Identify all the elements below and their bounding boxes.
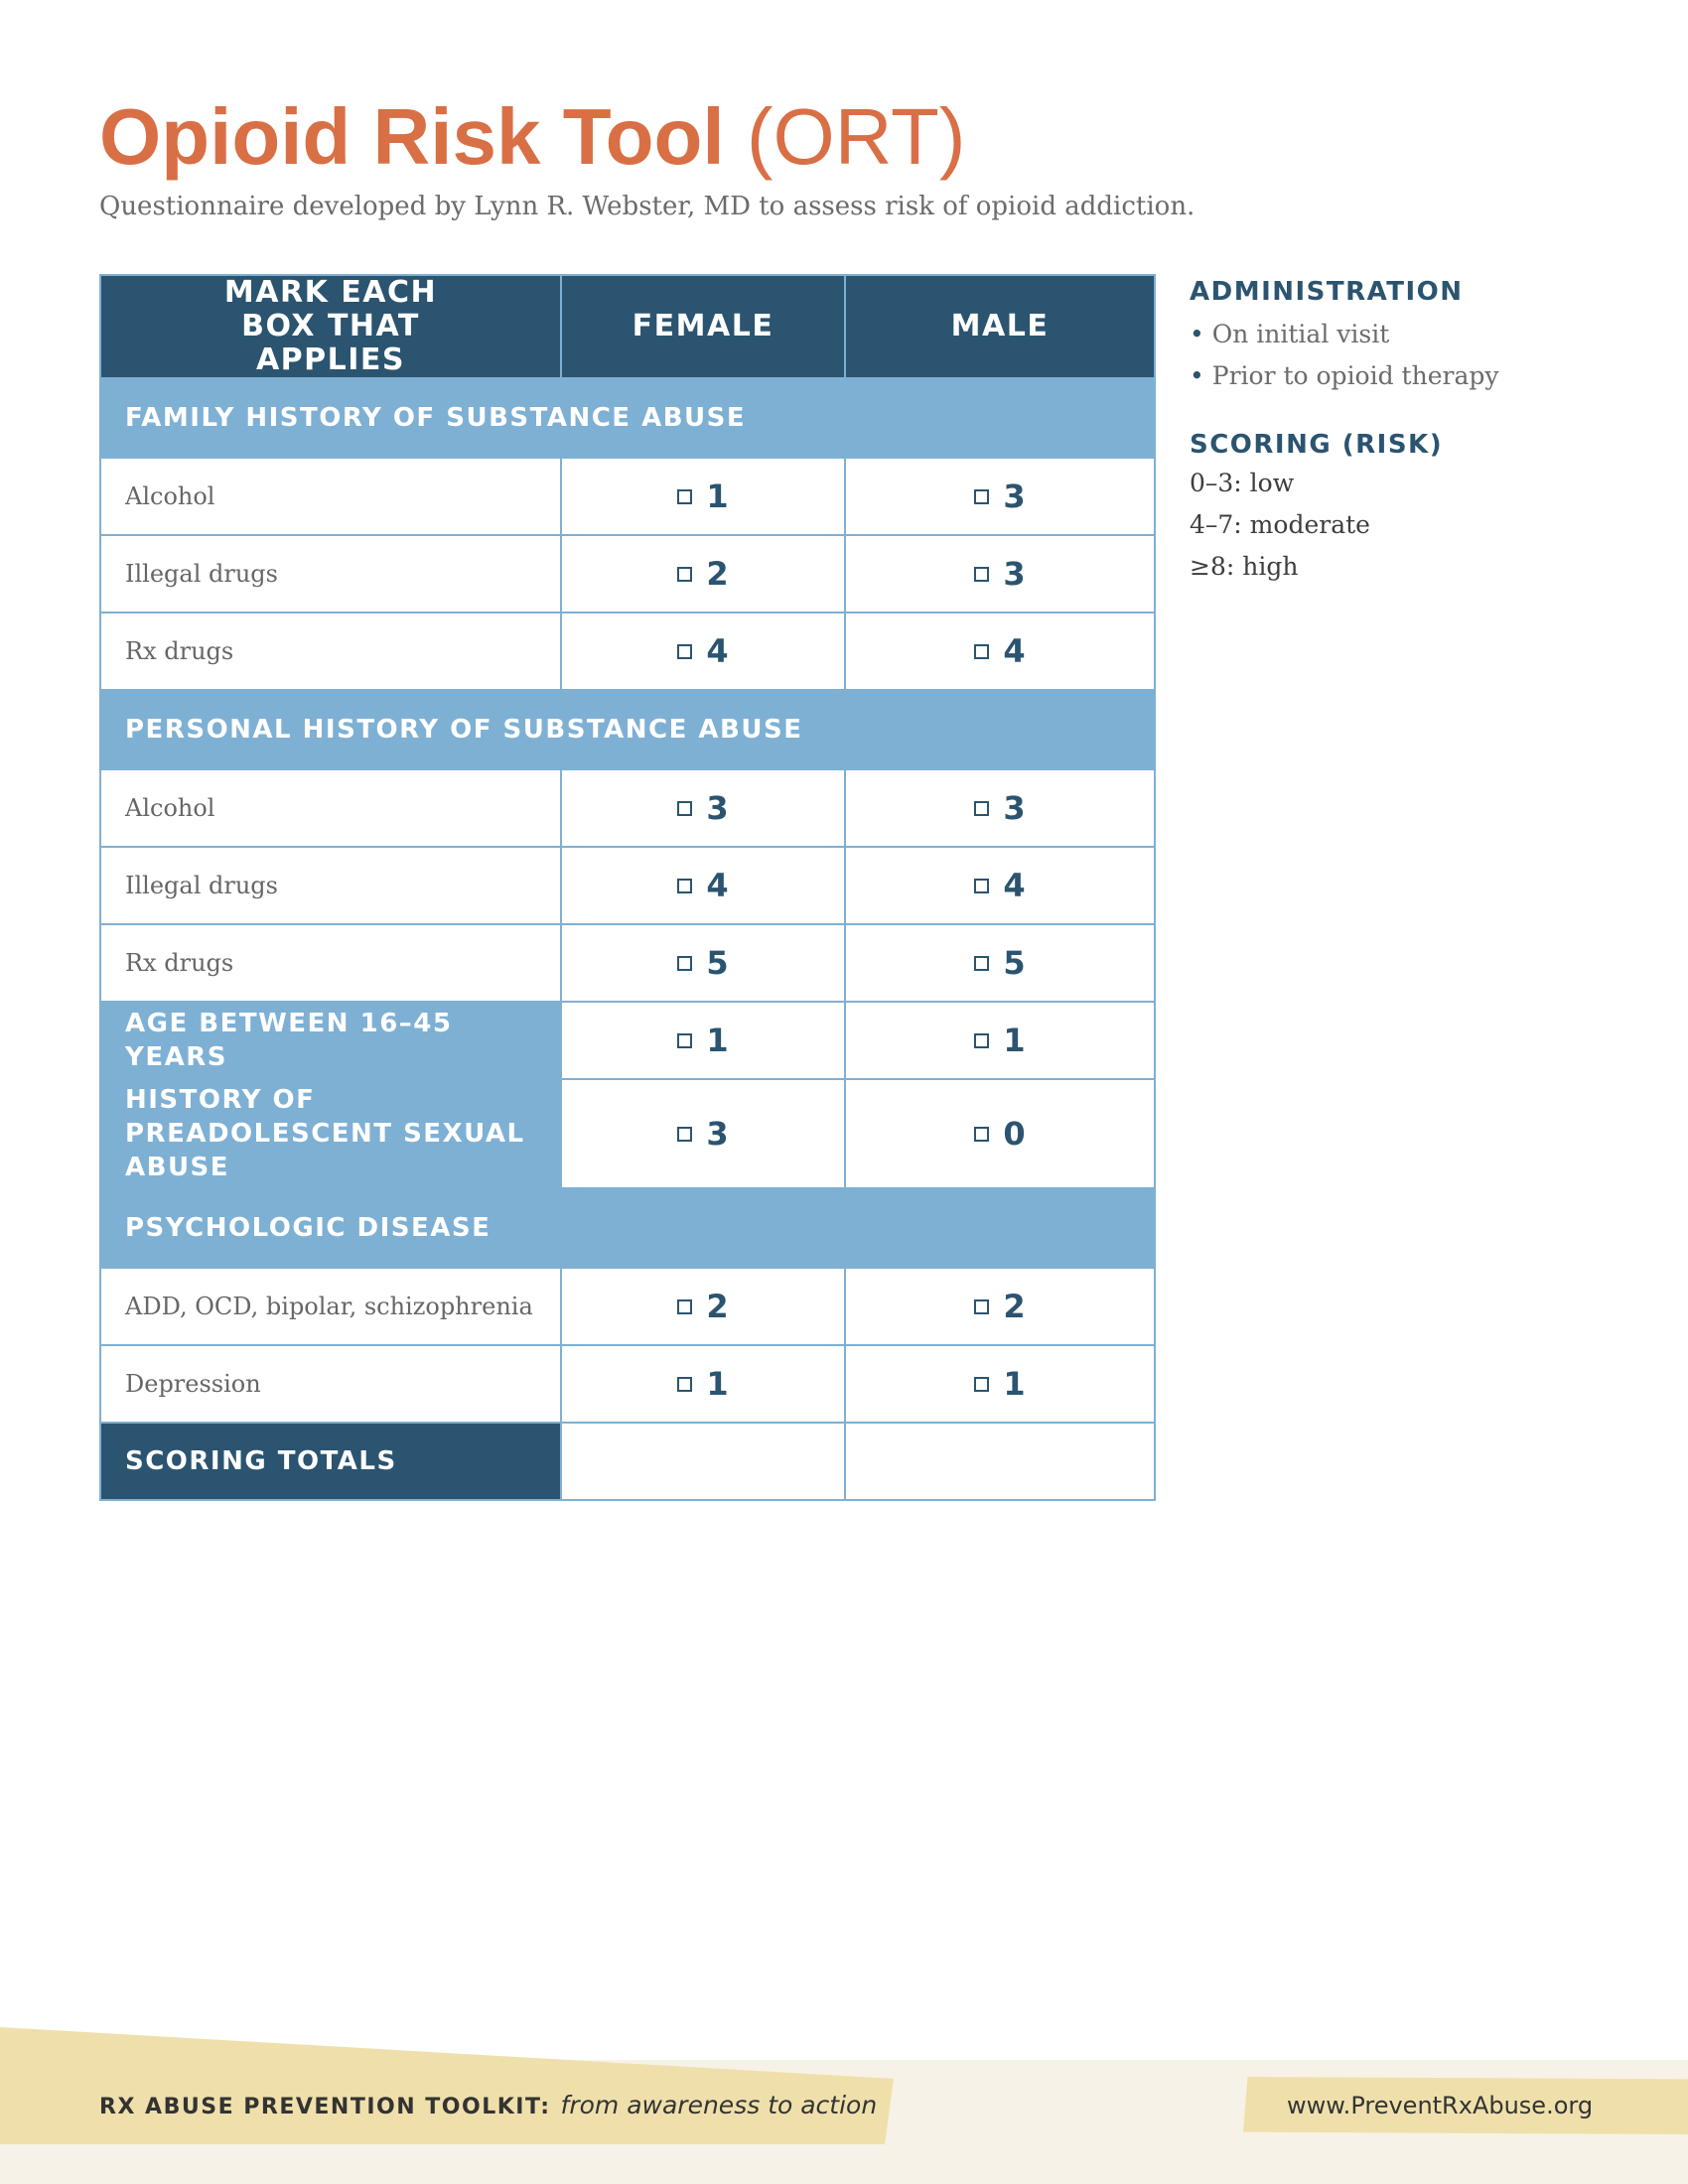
score-value: 3	[1003, 555, 1026, 593]
score-range-high: ≥8: high	[1190, 552, 1299, 581]
section-psychologic-disease	[100, 1188, 1155, 1268]
score-value: 1	[706, 1022, 729, 1059]
list-item: • On initial visit	[1190, 320, 1390, 348]
male-score-cell[interactable]	[845, 1345, 1155, 1423]
score-value: 4	[706, 867, 729, 904]
title-main: Opioid Risk Tool	[99, 92, 725, 181]
score-value: 1	[1003, 1365, 1026, 1403]
score-value: 1	[1003, 1022, 1026, 1059]
footer-url-link[interactable]: www.PreventRxAbuse.org	[1287, 2092, 1594, 2119]
row-label: Illegal drugs	[100, 535, 561, 613]
row-label: ADD, OCD, bipolar, schizophrenia	[100, 1268, 561, 1345]
male-score-cell[interactable]	[845, 458, 1155, 535]
row-label: AGE BETWEEN 16–45 YEARS	[100, 1002, 561, 1079]
column-header-female: FEMALE	[561, 275, 845, 378]
section-family-history	[100, 378, 1155, 458]
checkbox-icon[interactable]	[974, 956, 989, 971]
male-score-cell[interactable]	[845, 1002, 1155, 1079]
list-item: • Prior to opioid therapy	[1190, 361, 1499, 390]
row-label: Illegal drugs	[100, 847, 561, 924]
table-row	[100, 1345, 1155, 1423]
checkbox-icon[interactable]	[974, 1299, 989, 1314]
score-value: 0	[1003, 1115, 1026, 1153]
score-value: 4	[706, 632, 729, 670]
row-label: Rx drugs	[100, 924, 561, 1002]
female-score-cell[interactable]	[561, 1002, 845, 1079]
column-header-male: MALE	[845, 275, 1155, 378]
female-total-field[interactable]	[561, 1423, 845, 1500]
bullet-icon: •	[1190, 361, 1204, 390]
table-row	[100, 924, 1155, 1002]
checkbox-icon[interactable]	[677, 801, 692, 816]
checkbox-icon[interactable]	[677, 567, 692, 582]
checkbox-icon[interactable]	[677, 489, 692, 504]
table-row	[100, 1268, 1155, 1345]
scoring-heading: SCORING (RISK)	[1190, 430, 1444, 460]
score-value: 4	[1003, 867, 1026, 904]
footer-tagline: from awareness to action	[560, 2091, 878, 2119]
ort-questionnaire-table	[99, 274, 1156, 1501]
row-label: Rx drugs	[100, 613, 561, 690]
row-scoring-totals	[100, 1423, 1155, 1500]
row-preadolescent-abuse	[100, 1079, 1155, 1188]
male-score-cell[interactable]	[845, 769, 1155, 847]
row-label: HISTORY OF PREADOLESCENT SEXUAL ABUSE	[100, 1079, 561, 1188]
checkbox-icon[interactable]	[677, 644, 692, 659]
section-heading: PERSONAL HISTORY OF SUBSTANCE ABUSE	[100, 690, 1155, 769]
female-score-cell[interactable]	[561, 1079, 845, 1188]
female-score-cell[interactable]	[561, 924, 845, 1002]
score-range-moderate: 4–7: moderate	[1190, 510, 1370, 539]
checkbox-icon[interactable]	[974, 1377, 989, 1392]
male-total-field[interactable]	[845, 1423, 1155, 1500]
row-label: Alcohol	[100, 458, 561, 535]
score-value: 5	[706, 944, 729, 982]
male-score-cell[interactable]	[845, 613, 1155, 690]
score-value: 5	[1003, 944, 1026, 982]
female-score-cell[interactable]	[561, 458, 845, 535]
administration-heading: ADMINISTRATION	[1190, 277, 1464, 307]
checkbox-icon[interactable]	[974, 801, 989, 816]
score-value: 1	[706, 1365, 729, 1403]
table-row	[100, 458, 1155, 535]
section-heading: PSYCHOLOGIC DISEASE	[100, 1188, 1155, 1268]
footer-toolkit-text	[99, 2089, 877, 2124]
table-row	[100, 613, 1155, 690]
checkbox-icon[interactable]	[974, 489, 989, 504]
page-title	[99, 91, 966, 183]
male-score-cell[interactable]	[845, 847, 1155, 924]
row-age	[100, 1002, 1155, 1079]
checkbox-icon[interactable]	[677, 1299, 692, 1314]
row-label: Alcohol	[100, 769, 561, 847]
checkbox-icon[interactable]	[974, 1127, 989, 1142]
score-value: 3	[706, 789, 729, 827]
checkbox-icon[interactable]	[974, 644, 989, 659]
checkbox-icon[interactable]	[677, 956, 692, 971]
checkbox-icon[interactable]	[974, 1033, 989, 1048]
female-score-cell[interactable]	[561, 1268, 845, 1345]
score-value: 4	[1003, 632, 1026, 670]
male-score-cell[interactable]	[845, 1268, 1155, 1345]
table-row	[100, 847, 1155, 924]
sidebar-info	[1190, 274, 1607, 588]
score-value: 3	[1003, 789, 1026, 827]
female-score-cell[interactable]	[561, 847, 845, 924]
checkbox-icon[interactable]	[677, 1033, 692, 1048]
scoring-totals-label: SCORING TOTALS	[100, 1423, 561, 1500]
footer-toolkit-label: RX ABUSE PREVENTION TOOLKIT:	[99, 2095, 551, 2119]
checkbox-icon[interactable]	[974, 879, 989, 893]
female-score-cell[interactable]	[561, 613, 845, 690]
checkbox-icon[interactable]	[677, 1377, 692, 1392]
male-score-cell[interactable]	[845, 535, 1155, 613]
checkbox-icon[interactable]	[677, 1127, 692, 1142]
score-value: 1	[706, 478, 729, 515]
page-subtitle: Questionnaire developed by Lynn R. Webster, MD to assess risk of opioid addiction.	[99, 192, 1196, 221]
section-personal-history	[100, 690, 1155, 769]
table-row	[100, 769, 1155, 847]
male-score-cell[interactable]	[845, 924, 1155, 1002]
score-value: 2	[1003, 1288, 1026, 1325]
score-value: 3	[1003, 478, 1026, 515]
table-header-row	[100, 275, 1155, 378]
score-value: 3	[706, 1115, 729, 1153]
administration-list	[1190, 314, 1607, 397]
female-score-cell[interactable]	[561, 535, 845, 613]
title-abbrev: (ORT)	[746, 92, 966, 181]
female-score-cell[interactable]	[561, 1345, 845, 1423]
score-value: 2	[706, 1288, 729, 1325]
checkbox-icon[interactable]	[974, 567, 989, 582]
female-score-cell[interactable]	[561, 769, 845, 847]
male-score-cell[interactable]	[845, 1079, 1155, 1188]
checkbox-icon[interactable]	[677, 879, 692, 893]
table-row	[100, 535, 1155, 613]
bullet-icon: •	[1190, 320, 1204, 348]
section-heading: FAMILY HISTORY OF SUBSTANCE ABUSE	[100, 378, 1155, 458]
footer-band-left	[0, 2027, 894, 2144]
score-value: 2	[706, 555, 729, 593]
score-range-low: 0–3: low	[1190, 469, 1295, 497]
row-label: Depression	[100, 1345, 561, 1423]
column-header-instructions: MARK EACH BOX THAT APPLIES	[100, 275, 561, 378]
